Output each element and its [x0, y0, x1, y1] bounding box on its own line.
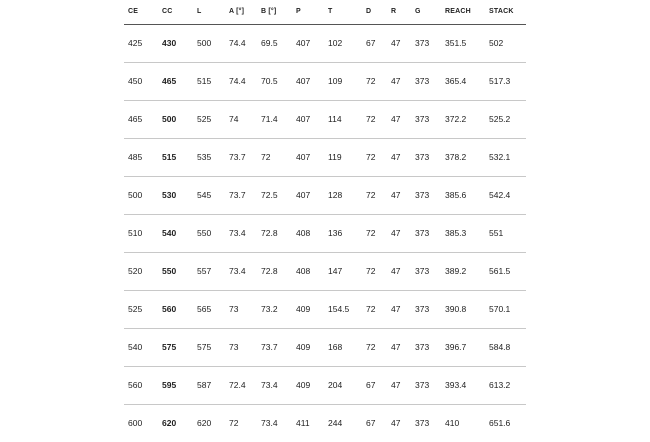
- table-cell: 72: [366, 114, 376, 124]
- table-cell: 73.4: [229, 266, 246, 276]
- table-cell: 600: [128, 418, 143, 428]
- table-cell: 620: [197, 418, 212, 428]
- table-cell: 72: [366, 228, 376, 238]
- table-cell: 373: [415, 418, 430, 428]
- geometry-table: [124, 0, 526, 442]
- table-cell: 465: [128, 114, 143, 124]
- header-l: L: [197, 8, 202, 15]
- table-cell: 373: [415, 380, 430, 390]
- table-cell: 74.4: [229, 38, 246, 48]
- table-cell: 407: [296, 114, 311, 124]
- table-cell: 411: [296, 418, 310, 428]
- table-cell: 74: [229, 114, 239, 124]
- table-cell: 409: [296, 304, 311, 314]
- table-cell: 502: [489, 38, 504, 48]
- table-cell: 385.6: [445, 190, 467, 200]
- table-cell: 168: [328, 342, 343, 352]
- table-cell: 409: [296, 380, 311, 390]
- header-d: D: [366, 8, 372, 15]
- table-cell: 72: [366, 266, 376, 276]
- table-cell: 540: [128, 342, 143, 352]
- table-cell: 408: [296, 266, 311, 276]
- table-cell: 136: [328, 228, 343, 238]
- table-cell: 575: [162, 342, 177, 352]
- table-cell: 407: [296, 152, 311, 162]
- table-cell: 73.4: [261, 380, 278, 390]
- header-a: A [°]: [229, 8, 245, 15]
- table-cell: 47: [391, 114, 401, 124]
- table-cell: 72.8: [261, 228, 278, 238]
- table-cell: 389.2: [445, 266, 467, 276]
- table-row: [124, 367, 526, 405]
- table-cell: 532.1: [489, 152, 511, 162]
- table-cell: 69.5: [261, 38, 278, 48]
- table-cell: 373: [415, 304, 430, 314]
- table-cell: 204: [328, 380, 343, 390]
- table-cell: 545: [197, 190, 212, 200]
- header-stack: STACK: [489, 8, 514, 15]
- table-cell: 47: [391, 228, 401, 238]
- table-cell: 525.2: [489, 114, 511, 124]
- table-cell: 485: [128, 152, 143, 162]
- table-cell: 373: [415, 342, 430, 352]
- table-cell: 425: [128, 38, 143, 48]
- table-cell: 525: [128, 304, 143, 314]
- table-cell: 613.2: [489, 380, 511, 390]
- table-cell: 47: [391, 418, 401, 428]
- table-cell: 114: [328, 114, 342, 124]
- table-cell: 72.4: [229, 380, 246, 390]
- table-row: [124, 405, 526, 442]
- table-cell: 500: [197, 38, 212, 48]
- table-cell: 584.8: [489, 342, 511, 352]
- table-cell: 515: [197, 76, 212, 86]
- table-cell: 373: [415, 228, 430, 238]
- table-cell: 72: [366, 152, 376, 162]
- table-cell: 72: [261, 152, 271, 162]
- table-row: [124, 177, 526, 215]
- table-cell: 351.5: [445, 38, 467, 48]
- table-cell: 560: [128, 380, 143, 390]
- table-row: [124, 215, 526, 253]
- table-header-row: [124, 0, 526, 25]
- table-cell: 47: [391, 152, 401, 162]
- table-cell: 450: [128, 76, 143, 86]
- table-cell: 73.7: [229, 152, 246, 162]
- table-cell: 67: [366, 418, 376, 428]
- table-cell: 560: [162, 304, 177, 314]
- table-cell: 542.4: [489, 190, 511, 200]
- table-cell: 72.5: [261, 190, 278, 200]
- header-p: P: [296, 8, 301, 15]
- table-cell: 73.7: [261, 342, 278, 352]
- table-cell: 373: [415, 266, 430, 276]
- table-cell: 595: [162, 380, 177, 390]
- table-cell: 73.4: [229, 228, 246, 238]
- table-cell: 378.2: [445, 152, 467, 162]
- table-body: [124, 25, 526, 442]
- table-cell: 73.7: [229, 190, 246, 200]
- table-cell: 407: [296, 76, 311, 86]
- table-cell: 407: [296, 190, 311, 200]
- table-row: [124, 25, 526, 63]
- table-cell: 575: [197, 342, 212, 352]
- header-cc: CC: [162, 8, 173, 15]
- table-cell: 147: [328, 266, 343, 276]
- table-cell: 410: [445, 418, 460, 428]
- table-cell: 72.8: [261, 266, 278, 276]
- table-cell: 47: [391, 38, 401, 48]
- table-cell: 550: [162, 266, 177, 276]
- table-cell: 620: [162, 418, 177, 428]
- table-cell: 47: [391, 190, 401, 200]
- table-cell: 561.5: [489, 266, 511, 276]
- table-cell: 393.4: [445, 380, 467, 390]
- table-cell: 47: [391, 304, 401, 314]
- table-cell: 565: [197, 304, 212, 314]
- table-cell: 72: [366, 76, 376, 86]
- table-cell: 73: [229, 342, 239, 352]
- table-row: [124, 291, 526, 329]
- table-cell: 47: [391, 342, 401, 352]
- header-g: G: [415, 8, 421, 15]
- table-cell: 73: [229, 304, 239, 314]
- table-cell: 72: [229, 418, 239, 428]
- table-cell: 72: [366, 190, 376, 200]
- table-cell: 517.3: [489, 76, 511, 86]
- table-row: [124, 139, 526, 177]
- table-cell: 119: [328, 152, 342, 162]
- table-cell: 430: [162, 38, 177, 48]
- table-cell: 373: [415, 76, 430, 86]
- table-cell: 74.4: [229, 76, 246, 86]
- table-cell: 500: [162, 114, 177, 124]
- table-cell: 409: [296, 342, 311, 352]
- table-cell: 540: [162, 228, 177, 238]
- table-cell: 244: [328, 418, 343, 428]
- table-cell: 500: [128, 190, 143, 200]
- table-cell: 551: [489, 228, 504, 238]
- table-row: [124, 63, 526, 101]
- header-r: R: [391, 8, 397, 15]
- table-row: [124, 253, 526, 291]
- table-cell: 128: [328, 190, 343, 200]
- table-cell: 396.7: [445, 342, 467, 352]
- table-cell: 557: [197, 266, 212, 276]
- table-row: [124, 101, 526, 139]
- table-cell: 372.2: [445, 114, 467, 124]
- table-cell: 373: [415, 190, 430, 200]
- table-cell: 47: [391, 380, 401, 390]
- table-cell: 407: [296, 38, 311, 48]
- table-cell: 373: [415, 152, 430, 162]
- table-cell: 73.2: [261, 304, 278, 314]
- table-cell: 465: [162, 76, 177, 86]
- table-row: [124, 329, 526, 367]
- table-cell: 154.5: [328, 304, 350, 314]
- table-cell: 70.5: [261, 76, 278, 86]
- table-cell: 651.6: [489, 418, 511, 428]
- table-cell: 385.3: [445, 228, 467, 238]
- table-cell: 408: [296, 228, 311, 238]
- header-b: B [°]: [261, 8, 277, 15]
- table-cell: 530: [162, 190, 177, 200]
- table-cell: 510: [128, 228, 143, 238]
- table-cell: 373: [415, 114, 430, 124]
- table-cell: 102: [328, 38, 343, 48]
- table-cell: 550: [197, 228, 212, 238]
- table-cell: 71.4: [261, 114, 278, 124]
- table-cell: 72: [366, 342, 376, 352]
- table-cell: 570.1: [489, 304, 511, 314]
- header-t: T: [328, 8, 333, 15]
- table-cell: 515: [162, 152, 177, 162]
- table-cell: 535: [197, 152, 212, 162]
- header-reach: REACH: [445, 8, 471, 15]
- table-cell: 109: [328, 76, 343, 86]
- table-cell: 73.4: [261, 418, 278, 428]
- table-cell: 390.8: [445, 304, 467, 314]
- table-cell: 47: [391, 266, 401, 276]
- table-cell: 67: [366, 38, 376, 48]
- table-cell: 67: [366, 380, 376, 390]
- table-cell: 525: [197, 114, 212, 124]
- table-cell: 373: [415, 38, 430, 48]
- table-cell: 587: [197, 380, 212, 390]
- table-cell: 47: [391, 76, 401, 86]
- table-cell: 365.4: [445, 76, 467, 86]
- table-cell: 520: [128, 266, 143, 276]
- header-ce: CE: [128, 8, 139, 15]
- table-cell: 72: [366, 304, 376, 314]
